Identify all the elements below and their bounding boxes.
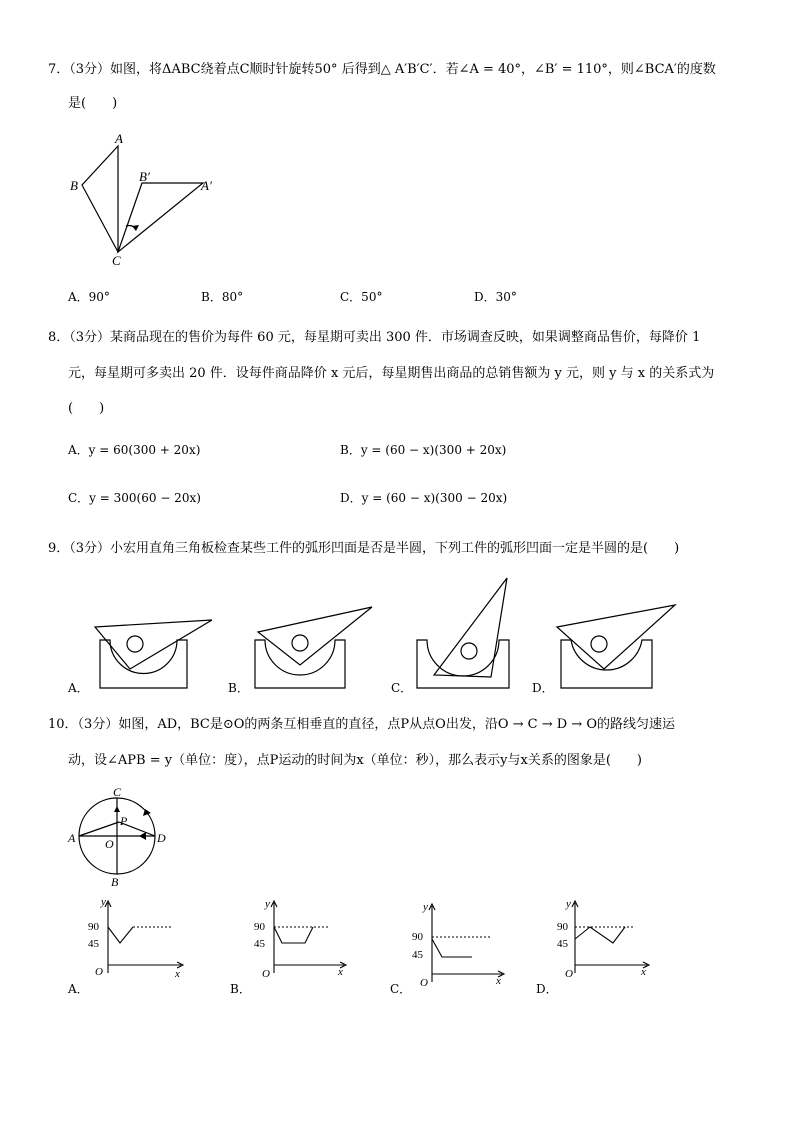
q9-choice-b[interactable]: B． [228,681,249,695]
question-number: 7． [48,62,70,77]
q7-choice-b[interactable]: B．80° [201,290,244,304]
question-text: （3分）某商品现在的售价为每件 60 元，每星期可卖出 300 件．市场调查反映，如果调整商品售价，每降价 1 [69,330,701,345]
axis-x-label: x [641,966,646,978]
q7-choice-d[interactable]: D．30° [474,290,517,304]
q10-choice-c[interactable]: C． [390,982,412,996]
tick-90: 90 [254,921,265,933]
q9-choice-d[interactable]: D． [532,681,554,695]
axis-y-label: y [265,898,270,910]
question-text: （3分）如图，将ΔABC绕着点C顺时针旋转50° 后得到△ A′B′C′．若∠A = 40°，∠B′ = 110°，则∠BCA′的度数 [69,62,716,77]
label-B: B [111,875,119,889]
q9-choice-a[interactable]: A． [68,681,89,695]
q9-workpiece-b [255,607,372,688]
q7-choice-a[interactable]: A．90° [68,290,110,304]
q10-graph-a [85,895,195,985]
label-A-prime: A′ [201,178,212,193]
question-number: 10． [48,717,78,732]
q10-graph-c [410,898,520,990]
q10-graph-d [555,895,665,985]
question-7-line-2: 是( ) [68,96,118,111]
q9-choice-c[interactable]: C． [391,681,413,695]
question-number: 8． [48,330,70,345]
tick-45: 45 [88,938,99,950]
axis-y-label: y [566,898,571,910]
question-8-line-2: 元，每星期可多卖出 20 件．设每件商品降价 x 元后，每星期售出商品的总销售额为 y 元，则 y 与 x 的关系式为 [68,366,715,381]
axis-x-label: x [338,966,343,978]
q10-choice-b[interactable]: B． [230,982,251,996]
question-text: （3分）小宏用直角三角板检查某些工件的弧形凹面是否是半圆，下列工件的弧形凹面一定是半圆的是( ) [69,541,680,556]
label-D: D [157,831,166,845]
q8-choice-a[interactable]: A．y = 60(300 + 20x) [68,443,201,457]
label-O: O [105,837,114,851]
tick-90: 90 [557,921,568,933]
question-8-line-3: ( ) [68,401,105,416]
label-C: C [113,785,122,799]
q9-workpiece-d [557,605,675,688]
question-9-figures [90,575,750,695]
q8-choice-d[interactable]: D．y = (60 − x)(300 − 20x) [340,491,508,505]
question-10-line-2: 动，设∠APB = y（单位：度），点P运动的时间为x（单位：秒），那么表示y与x关系的图象是( ) [68,753,642,768]
question-8-line-1 [48,326,700,345]
q8-choice-c[interactable]: C．y = 300(60 − 20x) [68,491,201,505]
label-P: P [120,814,128,828]
axis-y-label: y [101,896,106,908]
question-text: （3分）如图，AD，BC是⊙O的两条互相垂直的直径，点P从点O出发，沿O → C → D → O的路线匀速运 [77,717,675,732]
origin-label: O [565,968,573,980]
q10-graph-b [250,895,360,985]
axis-x-label: x [175,968,180,980]
q10-choice-a[interactable]: A． [68,982,89,996]
label-C: C [112,253,121,268]
label-A: A [115,131,123,146]
question-10-line-1 [48,713,675,732]
q7-choice-c[interactable]: C．50° [340,290,383,304]
label-A: A [68,831,76,845]
question-7-figure [60,130,240,270]
tick-45: 45 [412,949,423,961]
label-B-prime: B′ [139,169,150,184]
question-number: 9． [48,541,70,556]
tick-45: 45 [557,938,568,950]
q9-workpiece-c [417,578,509,688]
q9-workpiece-a [95,620,212,688]
tick-90: 90 [88,921,99,933]
question-9-line-1 [48,537,679,556]
label-B: B [70,178,78,193]
question-7-line-1 [48,58,716,77]
origin-label: O [95,966,103,978]
origin-label: O [420,977,428,989]
origin-label: O [262,968,270,980]
q8-choice-b[interactable]: B．y = (60 − x)(300 + 20x) [340,443,507,457]
tick-45: 45 [254,938,265,950]
question-10-circle-figure [65,782,180,890]
q10-choice-d[interactable]: D． [536,982,558,996]
axis-y-label: y [423,901,428,913]
tick-90: 90 [412,931,423,943]
axis-x-label: x [496,975,501,987]
